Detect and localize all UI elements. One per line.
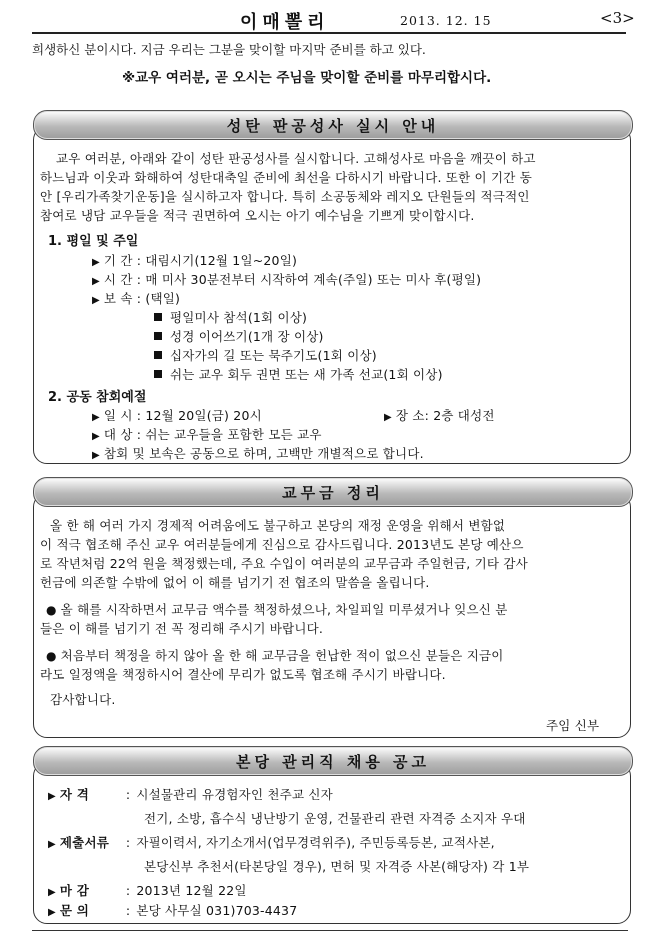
section-hiring-title: 본당 관리직 채용 공고 [33,746,633,776]
footer-rule [32,930,628,931]
triangle-bullet-icon: ▶ [48,907,56,918]
triangle-bullet-icon: ▶ [48,791,56,802]
page-number: <3> [600,9,635,27]
dues-para-line: 헌금에 의존할 수밖에 없어 이 해를 넘기기 전 협조의 말씀을 올립니다. [40,575,430,590]
triangle-bullet-icon: ▶ [92,295,100,306]
signature-text: 주임 신부 [546,718,600,733]
penance-option: 평일미사 참석(1회 이상) [154,308,307,326]
hiring-row-qualification: ▶ 자 격 : 시설물관리 유경험자인 천주교 신자 [48,787,333,802]
section1-para-line: 안 [우리가족찾기운동]을 실시하고자 합니다. 특히 소공동체와 레지오 단원들의 적극적인 [40,189,530,204]
penance-option: 성경 이어쓰기(1개 장 이상) [154,327,324,345]
triangle-bullet-icon: ▶ [92,257,100,268]
time-item: ▶ 시 간 : 매 미사 30분전부터 시작하여 계속(주일) 또는 미사 후(평일) [92,272,482,287]
dues-bullet: ● 올 해를 시작하면서 교무금 액수를 책정하셨으나, 차일피일 미루셨거나 잊으신 분 [46,602,508,617]
notice-text: ※교우 여러분, 곧 오시는 주님을 맞이할 준비를 마무리합시다. [122,70,492,86]
section1-para-line: 참여로 냉담 교우들을 적극 권면하여 오시는 아기 예수님을 기쁘게 맞이합시다. [40,208,475,223]
intro-text: 희생하신 분이시다. 지금 우리는 그분을 맞이할 마지막 준비를 하고 있다. [32,42,426,57]
communal-penance-heading: 2. 공동 참회예절 [48,390,147,405]
dues-para-line: 올 한 해 여러 가지 경제적 어려움에도 불구하고 본당의 재정 운영을 위해서 변함없 [50,518,506,533]
triangle-bullet-icon: ▶ [92,431,100,442]
issue-date: 2013. 12. 15 [400,13,492,28]
dot-bullet-icon: ● [46,649,57,663]
dues-para-line: 로 작년처럼 22억 원을 책정했는데, 주요 수입이 여러분의 교무금과 주일헌금, 기타 감사 [40,556,528,571]
date-item: ▶ 일 시 : 12월 20일(금) 20시 [92,408,262,423]
hiring-row-qualification-cont: 전기, 소방, 흡수식 냉난방기 운영, 건물관리 관련 자격증 소지자 우대 [144,811,526,826]
hiring-row-inquiry: ▶ 문 의 : 본당 사무실 031)703-4437 [48,903,298,918]
square-bullet-icon [154,370,162,378]
page-header [32,6,635,34]
dues-para-line: 이 적극 협조해 주신 교우 여러분들에게 진심으로 감사드립니다. 2013년도 본당 예산으 [40,537,524,552]
thanks-text: 감사합니다. [50,692,116,707]
dues-bullet: ● 처음부터 책정을 하지 않아 올 한 해 교무금을 헌납한 적이 없으신 분들은 지금이 [46,648,504,663]
section1-para-line: 교우 여러분, 아래와 같이 성탄 판공성사를 실시합니다. 고해성사로 마음을 깨끗이 하고 [56,151,536,166]
triangle-bullet-icon: ▶ [384,412,392,423]
square-bullet-icon [154,332,162,340]
triangle-bullet-icon: ▶ [48,839,56,850]
target-item: ▶ 대 상 : 쉬는 교우들을 포함한 모든 교우 [92,427,322,442]
triangle-bullet-icon: ▶ [92,412,100,423]
hiring-row-deadline: ▶ 마 감 : 2013년 12월 22일 [48,883,247,898]
section-confession-box [33,126,631,464]
penance-option: 쉬는 교우 회두 권면 또는 새 가족 선교(1회 이상) [154,365,443,383]
penance-item: ▶ 보 속 : (택일) [92,291,181,306]
square-bullet-icon [154,351,162,359]
place-item: ▶ 장 소: 2층 대성전 [384,408,495,423]
hiring-row-documents-cont: 본당신부 추천서(타본당일 경우), 면허 및 자격증 사본(해당자) 각 1부 [144,859,530,874]
publication-title: 이매뽈리 [240,12,330,33]
note-item: ▶ 참회 및 보속은 공동으로 하며, 고백만 개별적으로 합니다. [92,446,424,461]
hiring-row-documents: ▶ 제출서류 : 자필이력서, 자기소개서(업무경력위주), 주민등록등본, 교적사본, [48,835,495,850]
dues-bullet-cont: 라도 일정액을 책정하시어 결산에 무리가 없도록 협조해 주시기 바랍니다. [40,667,446,682]
penance-option: 십자가의 길 또는 묵주기도(1회 이상) [154,346,377,364]
section-hiring-box [33,762,631,924]
section-dues-box [33,493,631,738]
section1-para-line: 하느님과 이웃과 화해하여 성탄대축일 준비에 최선을 다하시기 바랍니다. 또한 이 기간 동 [40,170,532,185]
dues-bullet-cont: 들은 이 해를 넘기기 전 꼭 정리해 주시기 바랍니다. [40,621,324,636]
dot-bullet-icon: ● [46,603,57,617]
section-dues-title: 교무금 정리 [33,477,633,507]
triangle-bullet-icon: ▶ [48,887,56,898]
period-item: ▶ 기 간 : 대림시기(12월 1일~20일) [92,253,298,268]
triangle-bullet-icon: ▶ [92,450,100,461]
square-bullet-icon [154,313,162,321]
triangle-bullet-icon: ▶ [92,276,100,287]
weekday-sunday-heading: 1. 평일 및 주일 [48,234,139,249]
section-confession-title: 성탄 판공성사 실시 안내 [33,110,633,140]
